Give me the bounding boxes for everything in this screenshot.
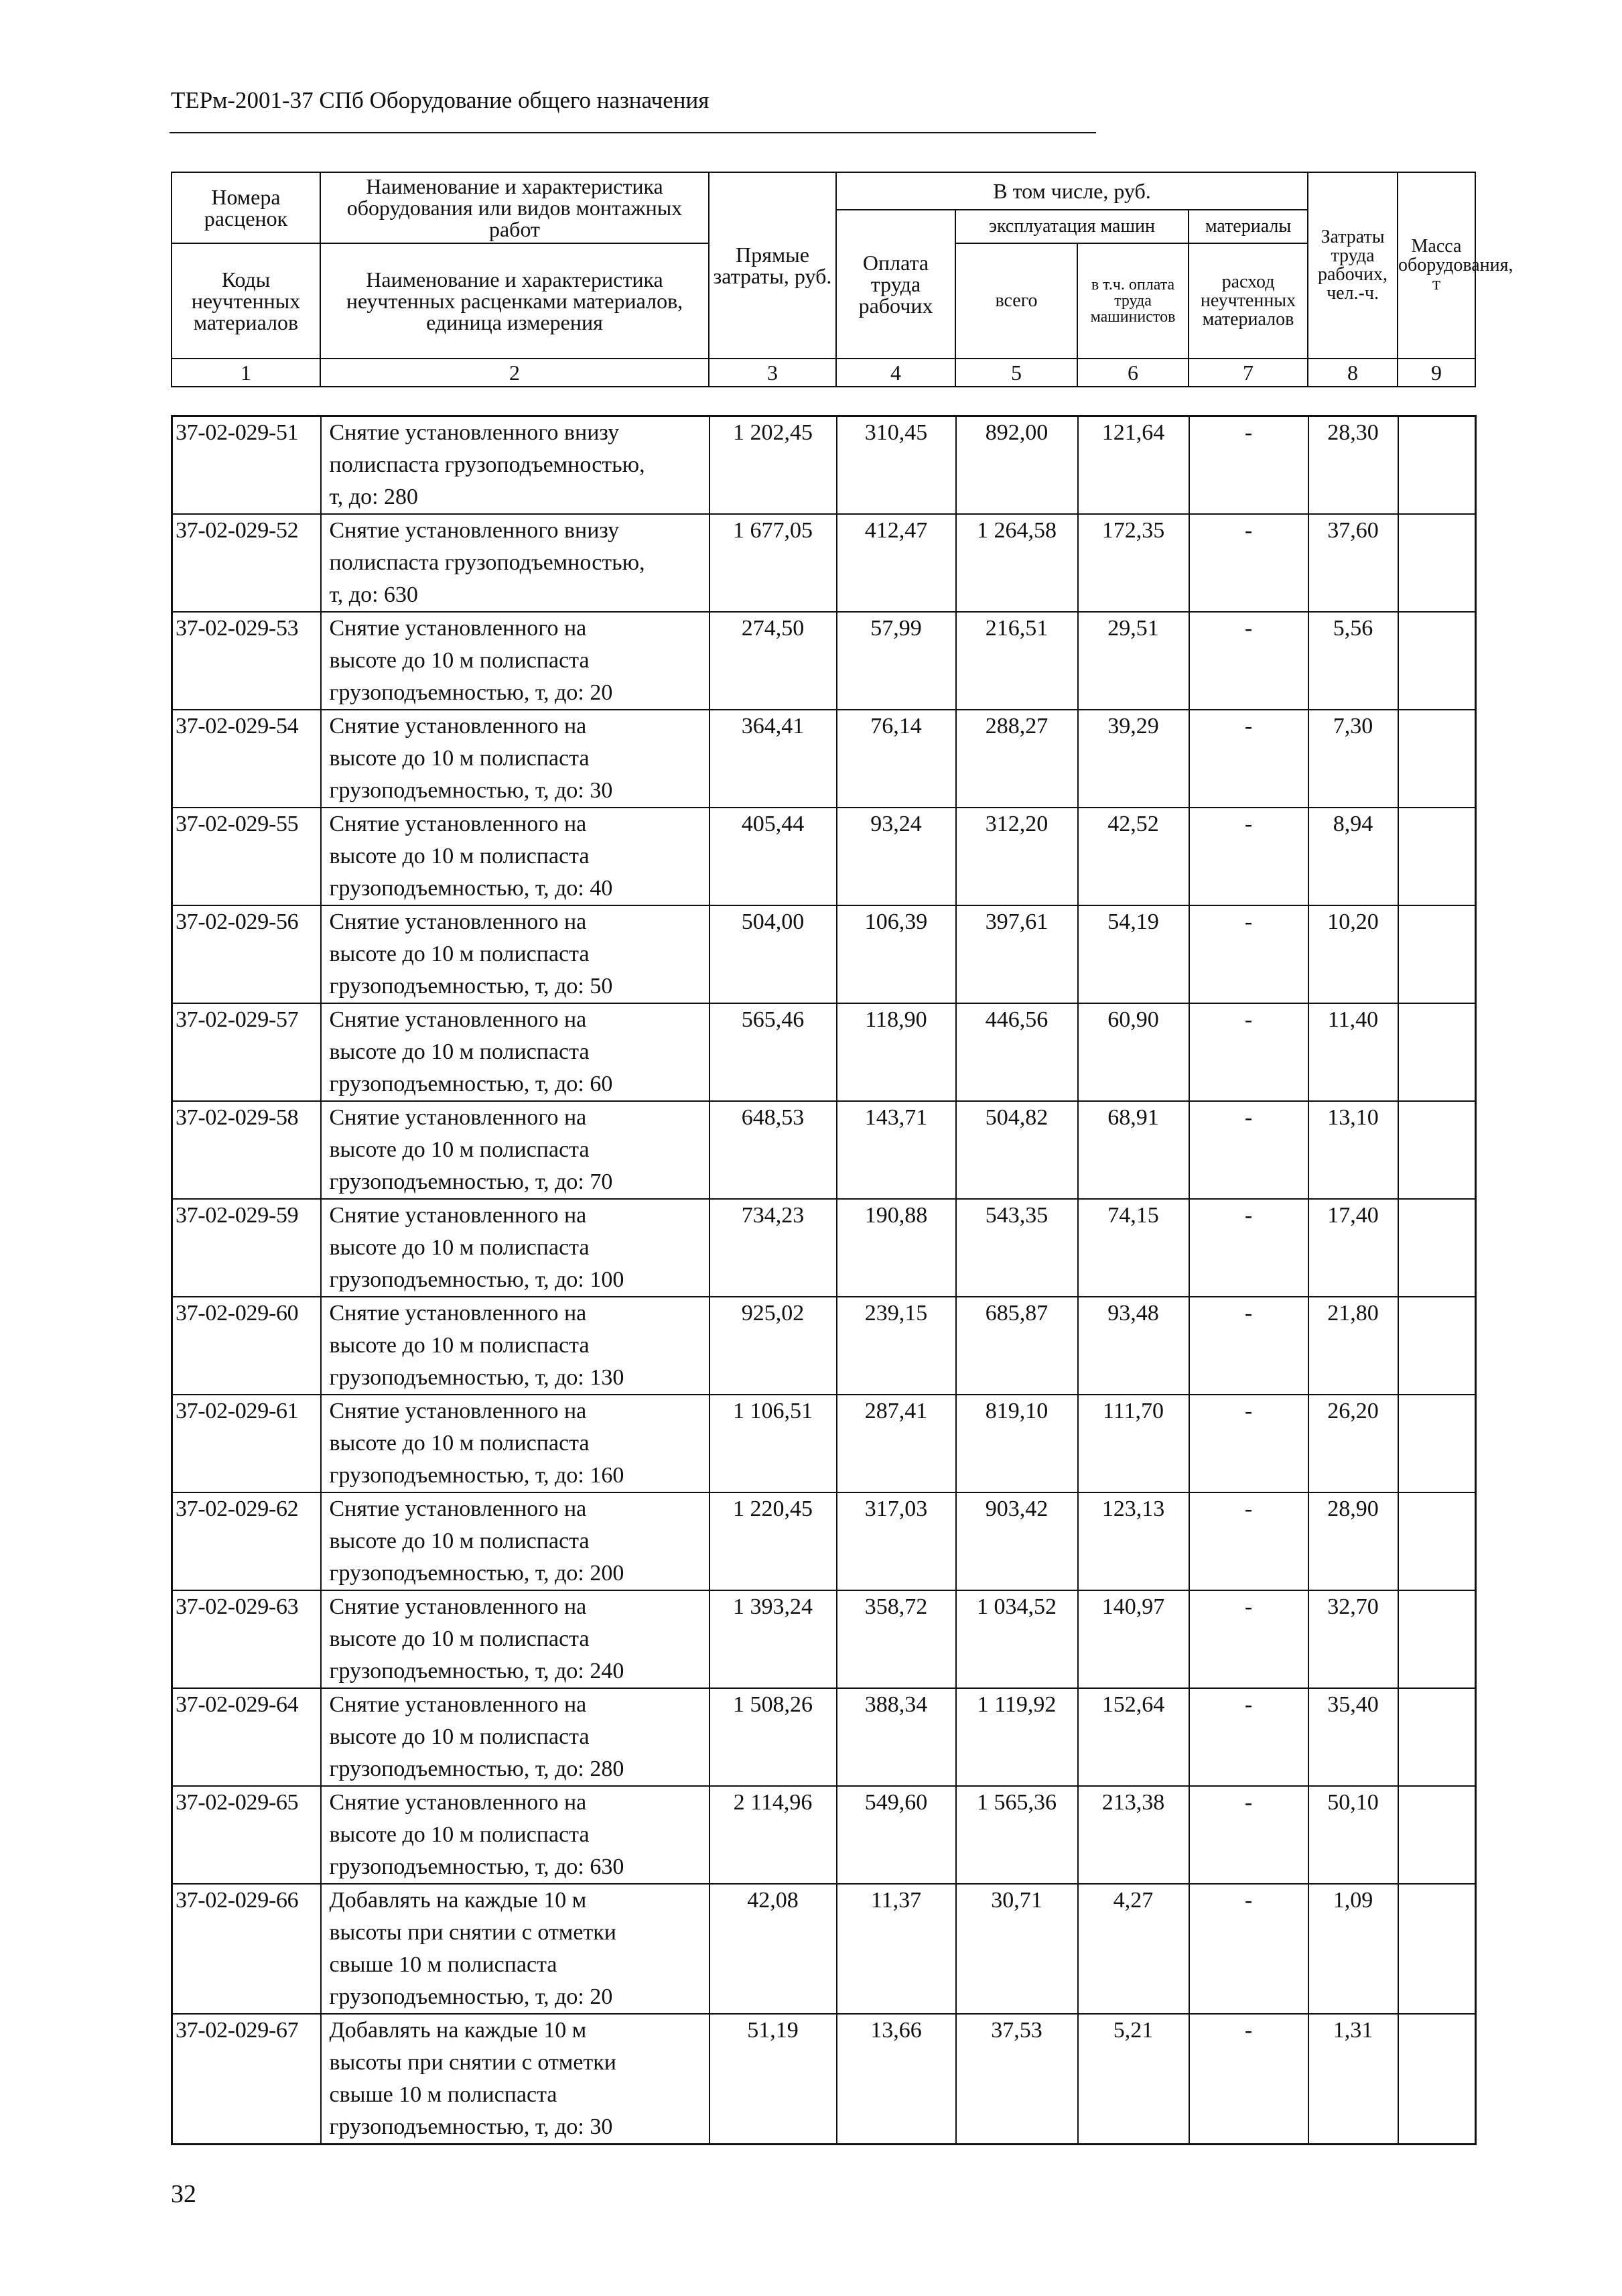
machines-total-cell: 543,35 — [956, 1199, 1078, 1297]
column-number: 5 — [955, 359, 1077, 387]
work-name-cell: Снятие установленного на высоте до 10 м полиспаста грузоподъемностью, т, до: 630 — [321, 1786, 709, 1884]
rate-code-cell: 37-02-029-61 — [172, 1395, 321, 1492]
materials-cell: - — [1189, 710, 1308, 808]
direct-costs-cell: 405,44 — [709, 808, 837, 905]
labor-hours-cell: 1,31 — [1308, 2014, 1398, 2145]
machines-total-cell: 37,53 — [956, 2014, 1078, 2145]
work-name-cell: Добавлять на каждые 10 м высоты при снятии с отметки свыше 10 м полиспаста грузоподъемностью, т, до: 20 — [321, 1884, 709, 2014]
labor-hours-cell: 17,40 — [1308, 1199, 1398, 1297]
machines-total-cell: 216,51 — [956, 612, 1078, 710]
machines-total-cell: 685,87 — [956, 1297, 1078, 1395]
worker-pay-cell: 388,34 — [837, 1688, 956, 1786]
work-name-cell: Добавлять на каждые 10 м высоты при снятии с отметки свыше 10 м полиспаста грузоподъемностью, т, до: 30 — [321, 2014, 709, 2145]
rate-code-cell: 37-02-029-53 — [172, 612, 321, 710]
work-name-cell: Снятие установленного внизу полиспаста грузоподъемностью, т, до: 280 — [321, 416, 709, 515]
equipment-mass-cell — [1398, 612, 1476, 710]
equipment-mass-cell — [1398, 808, 1476, 905]
column-number: 6 — [1077, 359, 1189, 387]
worker-pay-cell: 287,41 — [837, 1395, 956, 1492]
work-name-cell: Снятие установленного на высоте до 10 м полиспаста грузоподъемностью, т, до: 30 — [321, 710, 709, 808]
worker-pay-cell: 358,72 — [837, 1590, 956, 1688]
equipment-mass-cell — [1398, 1884, 1476, 2014]
direct-costs-cell: 504,00 — [709, 905, 837, 1003]
page-number: 32 — [171, 2180, 196, 2208]
operator-pay-cell: 111,70 — [1078, 1395, 1189, 1492]
materials-cell: - — [1189, 1492, 1308, 1590]
materials-cell: - — [1189, 1590, 1308, 1688]
operator-pay-cell: 68,91 — [1078, 1101, 1189, 1199]
labor-hours-cell: 28,90 — [1308, 1492, 1398, 1590]
machines-total-cell: 288,27 — [956, 710, 1078, 808]
col-header-rate-number: Номера расценок — [172, 172, 320, 243]
col-header-direct-costs: Прямые затраты, руб. — [709, 172, 836, 359]
col-header-unaccounted-materials: расход неучтенных материалов — [1189, 243, 1308, 359]
table-row — [172, 1101, 1476, 1199]
worker-pay-cell: 143,71 — [837, 1101, 956, 1199]
operator-pay-cell: 54,19 — [1078, 905, 1189, 1003]
worker-pay-cell: 317,03 — [837, 1492, 956, 1590]
direct-costs-cell: 734,23 — [709, 1199, 837, 1297]
operator-pay-cell: 4,27 — [1078, 1884, 1189, 2014]
equipment-mass-cell — [1398, 514, 1476, 612]
table-row — [172, 905, 1476, 1003]
materials-cell: - — [1189, 905, 1308, 1003]
worker-pay-cell: 13,66 — [837, 2014, 956, 2145]
materials-cell: - — [1189, 1688, 1308, 1786]
operator-pay-cell: 39,29 — [1078, 710, 1189, 808]
equipment-mass-cell — [1398, 710, 1476, 808]
table-row — [172, 1395, 1476, 1492]
operator-pay-cell: 152,64 — [1078, 1688, 1189, 1786]
labor-hours-cell: 21,80 — [1308, 1297, 1398, 1395]
table-row — [172, 1199, 1476, 1297]
machines-total-cell: 1 119,92 — [956, 1688, 1078, 1786]
labor-hours-cell: 10,20 — [1308, 905, 1398, 1003]
direct-costs-cell: 925,02 — [709, 1297, 837, 1395]
operator-pay-cell: 93,48 — [1078, 1297, 1189, 1395]
materials-cell: - — [1189, 612, 1308, 710]
machines-total-cell: 312,20 — [956, 808, 1078, 905]
table-row — [172, 808, 1476, 905]
direct-costs-cell: 364,41 — [709, 710, 837, 808]
machines-total-cell: 397,61 — [956, 905, 1078, 1003]
table-row — [172, 1297, 1476, 1395]
direct-costs-cell: 2 114,96 — [709, 1786, 837, 1884]
labor-hours-cell: 1,09 — [1308, 1884, 1398, 2014]
col-header-machines-group: эксплуатация машин — [955, 210, 1189, 243]
direct-costs-cell: 1 202,45 — [709, 416, 837, 515]
materials-cell: - — [1189, 808, 1308, 905]
labor-hours-cell: 13,10 — [1308, 1101, 1398, 1199]
machines-total-cell: 1 264,58 — [956, 514, 1078, 612]
worker-pay-cell: 11,37 — [837, 1884, 956, 2014]
column-number: 2 — [320, 359, 709, 387]
worker-pay-cell: 412,47 — [837, 514, 956, 612]
equipment-mass-cell — [1398, 1688, 1476, 1786]
direct-costs-cell: 1 677,05 — [709, 514, 837, 612]
col-header-material-names: Наименование и характеристика неучтенных расценками материалов, единица измерения — [320, 243, 709, 359]
labor-hours-cell: 26,20 — [1308, 1395, 1398, 1492]
labor-hours-cell: 8,94 — [1308, 808, 1398, 905]
machines-total-cell: 446,56 — [956, 1003, 1078, 1101]
labor-hours-cell: 37,60 — [1308, 514, 1398, 612]
col-header-equipment-mass: Масса оборудования, т — [1398, 172, 1475, 359]
labor-hours-cell: 28,30 — [1308, 416, 1398, 515]
table-row — [172, 2014, 1476, 2145]
worker-pay-cell: 190,88 — [837, 1199, 956, 1297]
direct-costs-cell: 51,19 — [709, 2014, 837, 2145]
worker-pay-cell: 106,39 — [837, 905, 956, 1003]
equipment-mass-cell — [1398, 416, 1476, 515]
materials-cell: - — [1189, 1297, 1308, 1395]
rate-code-cell: 37-02-029-57 — [172, 1003, 321, 1101]
equipment-mass-cell — [1398, 1199, 1476, 1297]
rate-code-cell: 37-02-029-58 — [172, 1101, 321, 1199]
table-row — [172, 612, 1476, 710]
materials-cell: - — [1189, 1101, 1308, 1199]
equipment-mass-cell — [1398, 905, 1476, 1003]
materials-cell: - — [1189, 514, 1308, 612]
labor-hours-cell: 5,56 — [1308, 612, 1398, 710]
col-header-machines-total: всего — [955, 243, 1077, 359]
direct-costs-cell: 42,08 — [709, 1884, 837, 2014]
equipment-mass-cell — [1398, 1297, 1476, 1395]
direct-costs-cell: 274,50 — [709, 612, 837, 710]
rate-code-cell: 37-02-029-67 — [172, 2014, 321, 2145]
work-name-cell: Снятие установленного на высоте до 10 м полиспаста грузоподъемностью, т, до: 50 — [321, 905, 709, 1003]
labor-hours-cell: 35,40 — [1308, 1688, 1398, 1786]
column-number: 8 — [1308, 359, 1398, 387]
materials-cell: - — [1189, 1003, 1308, 1101]
worker-pay-cell: 549,60 — [837, 1786, 956, 1884]
rate-code-cell: 37-02-029-65 — [172, 1786, 321, 1884]
work-name-cell: Снятие установленного на высоте до 10 м полиспаста грузоподъемностью, т, до: 20 — [321, 612, 709, 710]
direct-costs-cell: 1 393,24 — [709, 1590, 837, 1688]
worker-pay-cell: 239,15 — [837, 1297, 956, 1395]
direct-costs-cell: 565,46 — [709, 1003, 837, 1101]
rates-table — [171, 415, 1477, 2145]
machines-total-cell: 903,42 — [956, 1492, 1078, 1590]
work-name-cell: Снятие установленного на высоте до 10 м полиспаста грузоподъемностью, т, до: 280 — [321, 1688, 709, 1786]
table-row — [172, 514, 1476, 612]
work-name-cell: Снятие установленного на высоте до 10 м полиспаста грузоподъемностью, т, до: 70 — [321, 1101, 709, 1199]
work-name-cell: Снятие установленного на высоте до 10 м полиспаста грузоподъемностью, т, до: 160 — [321, 1395, 709, 1492]
col-header-work-name: Наименование и характеристика оборудования или видов монтажных работ — [320, 172, 709, 243]
col-header-labor-hours: Затраты труда рабочих, чел.-ч. — [1308, 172, 1398, 359]
worker-pay-cell: 93,24 — [837, 808, 956, 905]
materials-cell: - — [1189, 416, 1308, 515]
table-row — [172, 1786, 1476, 1884]
work-name-cell: Снятие установленного на высоте до 10 м полиспаста грузоподъемностью, т, до: 130 — [321, 1297, 709, 1395]
table-row — [172, 1884, 1476, 2014]
operator-pay-cell: 5,21 — [1078, 2014, 1189, 2145]
column-number: 9 — [1398, 359, 1475, 387]
col-header-material-codes: Коды неучтенных материалов — [172, 243, 320, 359]
materials-cell: - — [1189, 2014, 1308, 2145]
table-row — [172, 1590, 1476, 1688]
rate-code-cell: 37-02-029-52 — [172, 514, 321, 612]
machines-total-cell: 30,71 — [956, 1884, 1078, 2014]
materials-cell: - — [1189, 1786, 1308, 1884]
col-header-worker-pay: Оплата труда рабочих — [836, 210, 955, 359]
work-name-cell: Снятие установленного на высоте до 10 м полиспаста грузоподъемностью, т, до: 60 — [321, 1003, 709, 1101]
work-name-cell: Снятие установленного на высоте до 10 м полиспаста грузоподъемностью, т, до: 40 — [321, 808, 709, 905]
table-header — [171, 172, 1513, 387]
header-rule — [170, 132, 1096, 133]
machines-total-cell: 892,00 — [956, 416, 1078, 515]
materials-cell: - — [1189, 1199, 1308, 1297]
rate-code-cell: 37-02-029-54 — [172, 710, 321, 808]
worker-pay-cell: 76,14 — [837, 710, 956, 808]
worker-pay-cell: 310,45 — [837, 416, 956, 515]
rate-code-cell: 37-02-029-63 — [172, 1590, 321, 1688]
labor-hours-cell: 7,30 — [1308, 710, 1398, 808]
operator-pay-cell: 121,64 — [1078, 416, 1189, 515]
materials-cell: - — [1189, 1884, 1308, 2014]
equipment-mass-cell — [1398, 2014, 1476, 2145]
table-row — [172, 1492, 1476, 1590]
direct-costs-cell: 648,53 — [709, 1101, 837, 1199]
work-name-cell: Снятие установленного внизу полиспаста грузоподъемностью, т, до: 630 — [321, 514, 709, 612]
labor-hours-cell: 32,70 — [1308, 1590, 1398, 1688]
labor-hours-cell: 11,40 — [1308, 1003, 1398, 1101]
work-name-cell: Снятие установленного на высоте до 10 м полиспаста грузоподъемностью, т, до: 100 — [321, 1199, 709, 1297]
column-number: 7 — [1189, 359, 1308, 387]
labor-hours-cell: 50,10 — [1308, 1786, 1398, 1884]
worker-pay-cell: 57,99 — [837, 612, 956, 710]
direct-costs-cell: 1 106,51 — [709, 1395, 837, 1492]
machines-total-cell: 1 034,52 — [956, 1590, 1078, 1688]
table-row — [172, 1688, 1476, 1786]
col-header-group-including: В том числе, руб. — [836, 172, 1308, 210]
operator-pay-cell: 60,90 — [1078, 1003, 1189, 1101]
rate-code-cell: 37-02-029-56 — [172, 905, 321, 1003]
table-row — [172, 710, 1476, 808]
equipment-mass-cell — [1398, 1101, 1476, 1199]
rate-code-cell: 37-02-029-62 — [172, 1492, 321, 1590]
work-name-cell: Снятие установленного на высоте до 10 м полиспаста грузоподъемностью, т, до: 200 — [321, 1492, 709, 1590]
equipment-mass-cell — [1398, 1395, 1476, 1492]
rate-code-cell: 37-02-029-60 — [172, 1297, 321, 1395]
running-header: ТЕРм-2001-37 СПб Оборудование общего назначения — [171, 87, 709, 113]
worker-pay-cell: 118,90 — [837, 1003, 956, 1101]
materials-cell: - — [1189, 1395, 1308, 1492]
column-number-row — [172, 359, 1475, 387]
direct-costs-cell: 1 508,26 — [709, 1688, 837, 1786]
equipment-mass-cell — [1398, 1003, 1476, 1101]
operator-pay-cell: 140,97 — [1078, 1590, 1189, 1688]
machines-total-cell: 819,10 — [956, 1395, 1078, 1492]
direct-costs-cell: 1 220,45 — [709, 1492, 837, 1590]
machines-total-cell: 1 565,36 — [956, 1786, 1078, 1884]
table-row — [172, 1003, 1476, 1101]
rate-code-cell: 37-02-029-59 — [172, 1199, 321, 1297]
equipment-mass-cell — [1398, 1590, 1476, 1688]
rate-code-cell: 37-02-029-64 — [172, 1688, 321, 1786]
equipment-mass-cell — [1398, 1786, 1476, 1884]
rate-code-cell: 37-02-029-51 — [172, 416, 321, 515]
column-number: 3 — [709, 359, 836, 387]
column-number: 1 — [172, 359, 320, 387]
rate-code-cell: 37-02-029-66 — [172, 1884, 321, 2014]
column-number: 4 — [836, 359, 955, 387]
equipment-mass-cell — [1398, 1492, 1476, 1590]
table-row — [172, 416, 1476, 515]
col-header-materials-group: материалы — [1189, 210, 1308, 243]
operator-pay-cell: 74,15 — [1078, 1199, 1189, 1297]
operator-pay-cell: 42,52 — [1078, 808, 1189, 905]
col-header-operator-pay: в т.ч. оплата труда машинистов — [1077, 243, 1189, 359]
operator-pay-cell: 29,51 — [1078, 612, 1189, 710]
machines-total-cell: 504,82 — [956, 1101, 1078, 1199]
rate-code-cell: 37-02-029-55 — [172, 808, 321, 905]
operator-pay-cell: 172,35 — [1078, 514, 1189, 612]
operator-pay-cell: 213,38 — [1078, 1786, 1189, 1884]
work-name-cell: Снятие установленного на высоте до 10 м полиспаста грузоподъемностью, т, до: 240 — [321, 1590, 709, 1688]
operator-pay-cell: 123,13 — [1078, 1492, 1189, 1590]
